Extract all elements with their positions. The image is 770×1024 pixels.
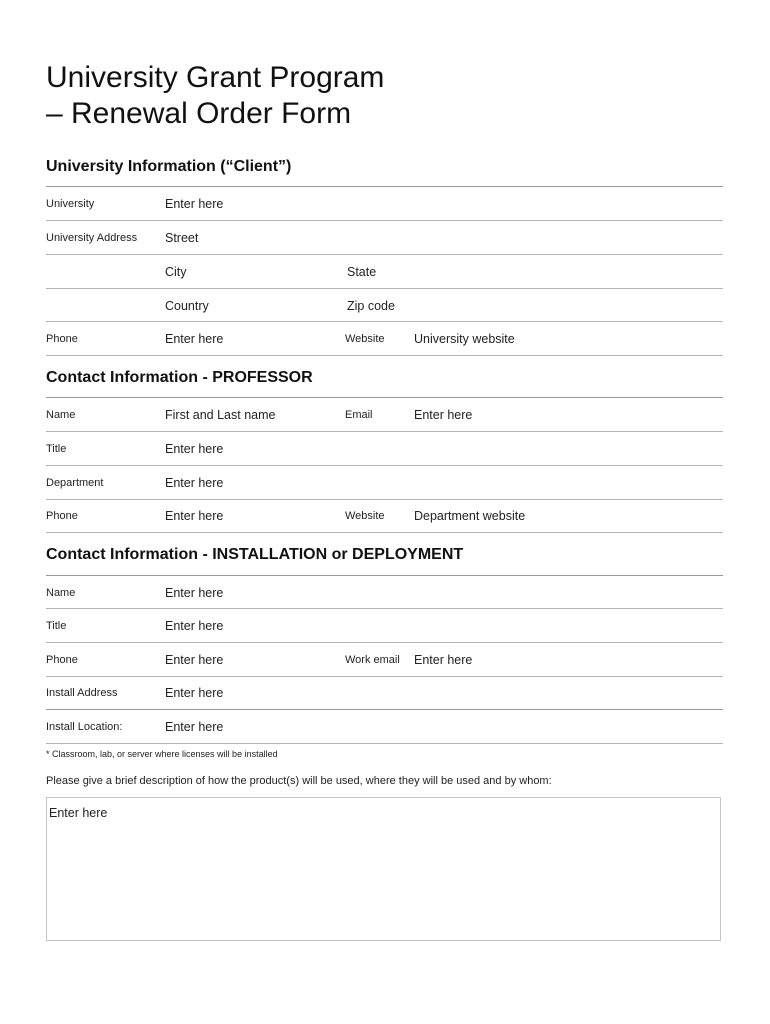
usage-description-prompt: Please give a brief description of how the product(s) will be used, where they will be used and by whom:	[46, 775, 552, 787]
install-name-row	[46, 576, 723, 609]
city-state-row	[46, 255, 723, 288]
professor-phone-row	[46, 499, 723, 532]
document-title	[46, 60, 546, 132]
state-field[interactable]: State	[347, 264, 377, 279]
install-location-row	[46, 710, 723, 743]
professor-department-row	[46, 466, 723, 499]
city-field[interactable]: City	[165, 264, 187, 279]
country-zip-row	[46, 289, 723, 322]
university-address-label: University Address	[46, 231, 138, 244]
document-title-line-2: – Renewal Order Form	[46, 97, 352, 130]
divider	[46, 743, 723, 744]
install-work-email-field[interactable]: Enter here	[414, 652, 473, 667]
usage-description-value: Enter here	[49, 806, 108, 820]
country-field[interactable]: Country	[165, 298, 209, 313]
professor-department-field[interactable]: Enter here	[165, 475, 224, 490]
professor-section-heading: Contact Information - PROFESSOR	[46, 369, 313, 386]
professor-website-field[interactable]: Department website	[414, 508, 526, 523]
university-phone-row	[46, 322, 723, 355]
university-website-label: Website	[345, 332, 385, 345]
professor-title-field[interactable]: Enter here	[165, 441, 224, 456]
install-address-field[interactable]: Enter here	[165, 685, 224, 700]
professor-department-label: Department	[46, 476, 104, 489]
install-address-row	[46, 676, 723, 709]
install-location-footnote: * Classroom, lab, or server where licenses will be installed	[46, 749, 278, 759]
university-label: University	[46, 197, 95, 210]
professor-name-label: Name	[46, 408, 76, 421]
install-name-field[interactable]: Enter here	[165, 585, 224, 600]
document-title-line-1: University Grant Program	[46, 61, 385, 94]
professor-email-field[interactable]: Enter here	[414, 407, 473, 422]
zip-code-field[interactable]: Zip code	[347, 298, 395, 313]
university-row	[46, 187, 723, 220]
usage-description-textarea[interactable]	[46, 797, 721, 941]
divider	[46, 532, 723, 533]
install-name-label: Name	[46, 586, 76, 599]
install-title-row	[46, 609, 723, 642]
install-location-label: Install Location:	[46, 720, 123, 733]
install-phone-field[interactable]: Enter here	[165, 652, 224, 667]
install-work-email-label: Work email	[345, 653, 400, 666]
professor-title-row	[46, 432, 723, 465]
professor-name-field[interactable]: First and Last name	[165, 407, 276, 422]
install-phone-row	[46, 643, 723, 676]
street-field[interactable]: Street	[165, 230, 199, 245]
professor-website-label: Website	[345, 509, 385, 522]
install-title-field[interactable]: Enter here	[165, 618, 224, 633]
university-phone-field[interactable]: Enter here	[165, 331, 224, 346]
install-address-label: Install Address	[46, 686, 118, 699]
install-location-field[interactable]: Enter here	[165, 719, 224, 734]
university-website-field[interactable]: University website	[414, 331, 515, 346]
street-row	[46, 221, 723, 254]
divider	[46, 355, 723, 356]
university-field[interactable]: Enter here	[165, 196, 224, 211]
install-phone-label: Phone	[46, 653, 78, 666]
professor-phone-field[interactable]: Enter here	[165, 508, 224, 523]
install-title-label: Title	[46, 619, 67, 632]
professor-email-label: Email	[345, 408, 373, 421]
university-section-heading: University Information (“Client”)	[46, 158, 292, 175]
university-phone-label: Phone	[46, 332, 78, 345]
professor-title-label: Title	[46, 442, 67, 455]
professor-phone-label: Phone	[46, 509, 78, 522]
installation-section-heading: Contact Information - INSTALLATION or DEPLOYMENT	[46, 546, 464, 563]
professor-name-row	[46, 398, 723, 431]
